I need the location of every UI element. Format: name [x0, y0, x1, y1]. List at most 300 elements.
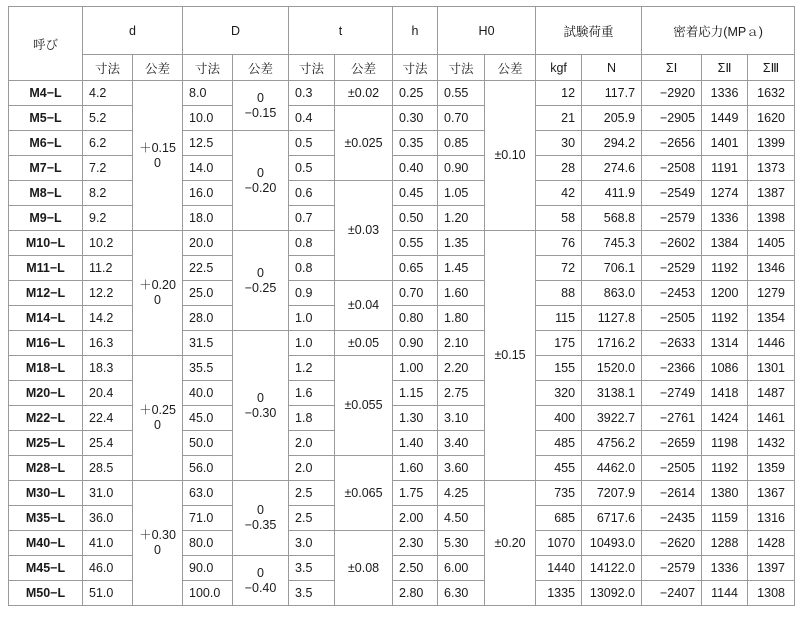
t-size: 0.4 — [289, 106, 335, 131]
H0-size: 0.85 — [438, 131, 485, 156]
stress-sigma-3: 1432 — [748, 431, 795, 456]
load-N: 1716.2 — [582, 331, 642, 356]
table-row — [9, 231, 795, 256]
tolerance-line: ±0.065 — [344, 485, 383, 500]
load-N: 14122.0 — [582, 556, 642, 581]
stress-sigma-2: 1274 — [702, 181, 748, 206]
table-row — [9, 131, 795, 156]
H0-size: 2.20 — [438, 356, 485, 381]
tolerance-t-cell — [335, 531, 393, 606]
D-size: 40.0 — [183, 381, 233, 406]
d-size: 5.2 — [83, 106, 133, 131]
load-N: 294.2 — [582, 131, 642, 156]
stress-sigma-1: −2366 — [642, 356, 702, 381]
stress-sigma-3: 1632 — [748, 81, 795, 106]
stress-sigma-2: 1198 — [702, 431, 748, 456]
D-size: 50.0 — [183, 431, 233, 456]
tolerance-line: ＋0.25 — [139, 403, 176, 417]
stress-sigma-1: −2529 — [642, 256, 702, 281]
tolerance-line: ±0.05 — [347, 335, 380, 350]
load-kgf: 42 — [536, 181, 582, 206]
row-name: M9−L — [9, 206, 83, 231]
H0-size: 4.50 — [438, 506, 485, 531]
spec-table-container — [8, 6, 794, 632]
h-size: 0.70 — [393, 281, 438, 306]
d-size: 16.3 — [83, 331, 133, 356]
row-name: M7−L — [9, 156, 83, 181]
row-name: M20−L — [9, 381, 83, 406]
d-size: 46.0 — [83, 556, 133, 581]
stress-sigma-3: 1428 — [748, 531, 795, 556]
t-size: 0.9 — [289, 281, 335, 306]
t-size: 0.8 — [289, 231, 335, 256]
h-size: 0.90 — [393, 331, 438, 356]
row-name: M25−L — [9, 431, 83, 456]
stress-sigma-1: −2505 — [642, 456, 702, 481]
tolerance-d-cell — [133, 356, 183, 481]
header-d: d — [83, 7, 183, 55]
stress-sigma-3: 1399 — [748, 131, 795, 156]
stress-sigma-3: 1279 — [748, 281, 795, 306]
load-kgf: 28 — [536, 156, 582, 181]
t-size: 0.7 — [289, 206, 335, 231]
tolerance-d-cell — [133, 481, 183, 606]
stress-sigma-3: 1461 — [748, 406, 795, 431]
tolerance-line: 0 — [154, 418, 161, 432]
d-size: 20.4 — [83, 381, 133, 406]
h-size: 1.00 — [393, 356, 438, 381]
load-N: 7207.9 — [582, 481, 642, 506]
load-kgf: 1440 — [536, 556, 582, 581]
t-size: 0.5 — [289, 156, 335, 181]
tolerance-line: 0 — [257, 165, 264, 180]
header-d-sunpo: 寸法 — [83, 55, 133, 81]
d-size: 9.2 — [83, 206, 133, 231]
stress-sigma-2: 1449 — [702, 106, 748, 131]
table-row — [9, 281, 795, 306]
tolerance-line: ＋0.15 — [139, 140, 176, 155]
h-size: 1.75 — [393, 481, 438, 506]
H0-size: 0.55 — [438, 81, 485, 106]
stress-sigma-1: −2602 — [642, 231, 702, 256]
d-size: 25.4 — [83, 431, 133, 456]
stress-sigma-3: 1487 — [748, 381, 795, 406]
load-kgf: 115 — [536, 306, 582, 331]
tolerance-line: −0.35 — [244, 518, 277, 532]
stress-sigma-2: 1288 — [702, 531, 748, 556]
H0-size: 1.05 — [438, 181, 485, 206]
row-name: M30−L — [9, 481, 83, 506]
stress-sigma-3: 1398 — [748, 206, 795, 231]
tolerance-d-cell — [233, 131, 289, 231]
tolerance-d-cell — [133, 231, 183, 356]
stress-sigma-3: 1308 — [748, 581, 795, 606]
load-N: 1520.0 — [582, 356, 642, 381]
d-size: 36.0 — [83, 506, 133, 531]
stress-sigma-2: 1192 — [702, 456, 748, 481]
tolerance-line: 0 — [257, 390, 264, 405]
load-N: 205.9 — [582, 106, 642, 131]
tolerance-line: −0.15 — [244, 105, 277, 120]
h-size: 2.50 — [393, 556, 438, 581]
table-row — [9, 306, 795, 331]
table-row — [9, 406, 795, 431]
tolerance-line: ±0.03 — [347, 223, 380, 237]
stress-sigma-2: 1086 — [702, 356, 748, 381]
d-size: 10.2 — [83, 231, 133, 256]
table-row — [9, 506, 795, 531]
tolerance-d-cell — [233, 556, 289, 606]
tolerance-d-cell — [233, 81, 289, 131]
row-name: M14−L — [9, 306, 83, 331]
load-kgf: 30 — [536, 131, 582, 156]
t-size: 2.5 — [289, 506, 335, 531]
stress-sigma-2: 1336 — [702, 556, 748, 581]
t-size: 0.8 — [289, 256, 335, 281]
load-N: 1127.8 — [582, 306, 642, 331]
load-N: 3138.1 — [582, 381, 642, 406]
header-h-sunpo: 寸法 — [393, 55, 438, 81]
stress-sigma-1: −2549 — [642, 181, 702, 206]
h-size: 1.15 — [393, 381, 438, 406]
D-size: 14.0 — [183, 156, 233, 181]
load-kgf: 400 — [536, 406, 582, 431]
d-size: 22.4 — [83, 406, 133, 431]
tolerance-line: ±0.02 — [347, 85, 380, 100]
header-yobi: 呼び — [9, 7, 83, 81]
table-header — [9, 7, 795, 81]
table-row — [9, 256, 795, 281]
stress-sigma-2: 1192 — [702, 306, 748, 331]
header-H0-sunpo: 寸法 — [438, 55, 485, 81]
header-sigma-1: ΣⅠ — [642, 55, 702, 81]
D-size: 28.0 — [183, 306, 233, 331]
d-size: 51.0 — [83, 581, 133, 606]
table-row — [9, 106, 795, 131]
header-t-kosa: 公差 — [335, 55, 393, 81]
stress-sigma-3: 1387 — [748, 181, 795, 206]
tolerance-d-cell — [233, 231, 289, 331]
stress-sigma-1: −2508 — [642, 156, 702, 181]
h-size: 0.80 — [393, 306, 438, 331]
load-kgf: 1070 — [536, 531, 582, 556]
load-N: 568.8 — [582, 206, 642, 231]
row-name: M10−L — [9, 231, 83, 256]
d-size: 12.2 — [83, 281, 133, 306]
h-size: 2.80 — [393, 581, 438, 606]
tolerance-t-cell — [335, 356, 393, 456]
stress-sigma-2: 1424 — [702, 406, 748, 431]
row-name: M6−L — [9, 131, 83, 156]
table-row — [9, 181, 795, 206]
tolerance-line: −0.30 — [244, 405, 277, 420]
stress-sigma-2: 1144 — [702, 581, 748, 606]
row-name: M11−L — [9, 256, 83, 281]
stress-sigma-1: −2633 — [642, 331, 702, 356]
H0-size: 6.30 — [438, 581, 485, 606]
header-H0: H0 — [438, 7, 536, 55]
tolerance-line: ±0.08 — [347, 560, 380, 575]
t-size: 3.5 — [289, 556, 335, 581]
t-size: 0.5 — [289, 131, 335, 156]
H0-size: 1.45 — [438, 256, 485, 281]
h-size: 2.00 — [393, 506, 438, 531]
tolerance-line: ±0.025 — [344, 135, 383, 150]
stress-sigma-2: 1336 — [702, 81, 748, 106]
h-size: 0.65 — [393, 256, 438, 281]
load-N: 411.9 — [582, 181, 642, 206]
load-N: 3922.7 — [582, 406, 642, 431]
table-row — [9, 331, 795, 356]
table-row — [9, 456, 795, 481]
D-size: 35.5 — [183, 356, 233, 381]
H0-size: 5.30 — [438, 531, 485, 556]
d-size: 31.0 — [83, 481, 133, 506]
d-size: 8.2 — [83, 181, 133, 206]
table-row — [9, 81, 795, 106]
H0-size: 1.35 — [438, 231, 485, 256]
header-H0-kosa: 公差 — [485, 55, 536, 81]
D-size: 71.0 — [183, 506, 233, 531]
D-size: 10.0 — [183, 106, 233, 131]
h-size: 0.35 — [393, 131, 438, 156]
table-row — [9, 556, 795, 581]
stress-sigma-3: 1446 — [748, 331, 795, 356]
washer-spec-table — [8, 6, 795, 606]
h-size: 0.30 — [393, 106, 438, 131]
t-size: 3.0 — [289, 531, 335, 556]
header-sigma-3: ΣⅢ — [748, 55, 795, 81]
h-size: 1.40 — [393, 431, 438, 456]
header-sigma-2: ΣⅡ — [702, 55, 748, 81]
H0-size: 4.25 — [438, 481, 485, 506]
H0-size: 0.90 — [438, 156, 485, 181]
tolerance-line: −0.25 — [244, 280, 277, 295]
tolerance-line: 0 — [257, 503, 264, 517]
load-N: 706.1 — [582, 256, 642, 281]
tolerance-line: 0 — [154, 155, 161, 170]
stress-sigma-3: 1359 — [748, 456, 795, 481]
tolerance-line: 0 — [154, 543, 161, 557]
stress-sigma-3: 1316 — [748, 506, 795, 531]
H0-size: 0.70 — [438, 106, 485, 131]
load-N: 4756.2 — [582, 431, 642, 456]
h-size: 0.25 — [393, 81, 438, 106]
D-size: 16.0 — [183, 181, 233, 206]
H0-size: 3.40 — [438, 431, 485, 456]
h-size: 1.60 — [393, 456, 438, 481]
d-size: 7.2 — [83, 156, 133, 181]
load-kgf: 21 — [536, 106, 582, 131]
tolerance-h0-cell — [485, 81, 536, 231]
table-row — [9, 481, 795, 506]
stress-sigma-1: −2435 — [642, 506, 702, 531]
H0-size: 1.20 — [438, 206, 485, 231]
stress-sigma-1: −2905 — [642, 106, 702, 131]
d-size: 11.2 — [83, 256, 133, 281]
stress-sigma-2: 1336 — [702, 206, 748, 231]
header-N: N — [582, 55, 642, 81]
load-kgf: 685 — [536, 506, 582, 531]
h-size: 0.50 — [393, 206, 438, 231]
load-kgf: 735 — [536, 481, 582, 506]
D-size: 8.0 — [183, 81, 233, 106]
stress-sigma-1: −2579 — [642, 556, 702, 581]
tolerance-line: 0 — [257, 90, 264, 105]
t-size: 0.6 — [289, 181, 335, 206]
D-size: 20.0 — [183, 231, 233, 256]
t-size: 2.0 — [289, 431, 335, 456]
D-size: 12.5 — [183, 131, 233, 156]
t-size: 1.2 — [289, 356, 335, 381]
t-size: 2.0 — [289, 456, 335, 481]
load-kgf: 155 — [536, 356, 582, 381]
D-size: 80.0 — [183, 531, 233, 556]
header-row-1 — [9, 7, 795, 55]
D-size: 31.5 — [183, 331, 233, 356]
load-N: 745.3 — [582, 231, 642, 256]
row-name: M50−L — [9, 581, 83, 606]
load-N: 6717.6 — [582, 506, 642, 531]
h-size: 0.55 — [393, 231, 438, 256]
t-size: 1.0 — [289, 331, 335, 356]
row-name: M5−L — [9, 106, 83, 131]
load-kgf: 320 — [536, 381, 582, 406]
row-name: M28−L — [9, 456, 83, 481]
stress-sigma-1: −2614 — [642, 481, 702, 506]
stress-sigma-2: 1384 — [702, 231, 748, 256]
d-size: 14.2 — [83, 306, 133, 331]
D-size: 25.0 — [183, 281, 233, 306]
stress-sigma-3: 1405 — [748, 231, 795, 256]
t-size: 1.8 — [289, 406, 335, 431]
load-kgf: 1335 — [536, 581, 582, 606]
stress-sigma-1: −2620 — [642, 531, 702, 556]
stress-sigma-1: −2453 — [642, 281, 702, 306]
header-t: t — [289, 7, 393, 55]
tolerance-t-cell — [335, 281, 393, 331]
stress-sigma-2: 1192 — [702, 256, 748, 281]
H0-size: 3.60 — [438, 456, 485, 481]
tolerance-line: 0 — [154, 293, 161, 307]
D-size: 22.5 — [183, 256, 233, 281]
header-kgf: kgf — [536, 55, 582, 81]
row-name: M18−L — [9, 356, 83, 381]
table-body — [9, 81, 795, 606]
D-size: 63.0 — [183, 481, 233, 506]
tolerance-t-cell — [335, 331, 393, 356]
stress-sigma-1: −2659 — [642, 431, 702, 456]
d-size: 4.2 — [83, 81, 133, 106]
d-size: 28.5 — [83, 456, 133, 481]
H0-size: 2.75 — [438, 381, 485, 406]
tolerance-line: ±0.20 — [494, 535, 526, 550]
row-name: M40−L — [9, 531, 83, 556]
row-name: M8−L — [9, 181, 83, 206]
t-size: 0.3 — [289, 81, 335, 106]
tolerance-d-cell — [233, 481, 289, 556]
stress-sigma-1: −2505 — [642, 306, 702, 331]
tolerance-line: ±0.055 — [344, 398, 383, 412]
stress-sigma-3: 1354 — [748, 306, 795, 331]
stress-sigma-3: 1301 — [748, 356, 795, 381]
tolerance-line: −0.20 — [244, 180, 277, 195]
H0-size: 2.10 — [438, 331, 485, 356]
tolerance-line: ＋0.30 — [139, 528, 176, 542]
row-name: M22−L — [9, 406, 83, 431]
table-row — [9, 431, 795, 456]
row-name: M4−L — [9, 81, 83, 106]
stress-sigma-2: 1191 — [702, 156, 748, 181]
tolerance-t-cell — [335, 181, 393, 281]
D-size: 56.0 — [183, 456, 233, 481]
H0-size: 1.60 — [438, 281, 485, 306]
tolerance-t-cell — [335, 81, 393, 106]
stress-sigma-1: −2920 — [642, 81, 702, 106]
tolerance-h0-cell — [485, 481, 536, 606]
stress-sigma-1: −2656 — [642, 131, 702, 156]
load-N: 117.7 — [582, 81, 642, 106]
stress-sigma-2: 1159 — [702, 506, 748, 531]
tolerance-line: ±0.10 — [494, 148, 526, 162]
D-size: 90.0 — [183, 556, 233, 581]
d-size: 41.0 — [83, 531, 133, 556]
tolerance-t-cell — [335, 106, 393, 181]
D-size: 45.0 — [183, 406, 233, 431]
stress-sigma-1: −2407 — [642, 581, 702, 606]
header-row-2 — [9, 55, 795, 81]
tolerance-line: ＋0.20 — [139, 278, 176, 292]
stress-sigma-3: 1346 — [748, 256, 795, 281]
H0-size: 1.80 — [438, 306, 485, 331]
stress-sigma-2: 1380 — [702, 481, 748, 506]
table-row — [9, 531, 795, 556]
header-D-sunpo: 寸法 — [183, 55, 233, 81]
load-kgf: 58 — [536, 206, 582, 231]
stress-sigma-3: 1367 — [748, 481, 795, 506]
load-kgf: 455 — [536, 456, 582, 481]
header-D-kosa: 公差 — [233, 55, 289, 81]
d-size: 18.3 — [83, 356, 133, 381]
h-size: 0.45 — [393, 181, 438, 206]
stress-sigma-2: 1314 — [702, 331, 748, 356]
stress-sigma-1: −2579 — [642, 206, 702, 231]
header-t-sunpo: 寸法 — [289, 55, 335, 81]
row-name: M12−L — [9, 281, 83, 306]
row-name: M16−L — [9, 331, 83, 356]
stress-sigma-2: 1418 — [702, 381, 748, 406]
stress-sigma-1: −2749 — [642, 381, 702, 406]
tolerance-d-cell — [133, 81, 183, 231]
table-row — [9, 156, 795, 181]
row-name: M45−L — [9, 556, 83, 581]
H0-size: 6.00 — [438, 556, 485, 581]
header-d-kosa: 公差 — [133, 55, 183, 81]
tolerance-h0-cell — [485, 231, 536, 481]
header-D: D — [183, 7, 289, 55]
load-N: 274.6 — [582, 156, 642, 181]
d-size: 6.2 — [83, 131, 133, 156]
tolerance-line: 0 — [257, 565, 264, 580]
table-row — [9, 581, 795, 606]
load-N: 10493.0 — [582, 531, 642, 556]
load-N: 863.0 — [582, 281, 642, 306]
load-kgf: 175 — [536, 331, 582, 356]
t-size: 3.5 — [289, 581, 335, 606]
D-size: 100.0 — [183, 581, 233, 606]
tolerance-d-cell — [233, 331, 289, 481]
t-size: 1.0 — [289, 306, 335, 331]
